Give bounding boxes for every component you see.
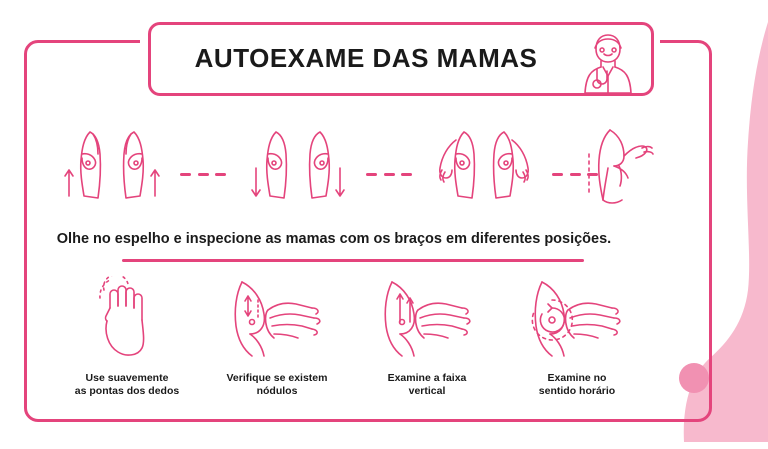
dots-separator-1 (180, 170, 226, 178)
steps-row (52, 276, 652, 406)
dot (366, 173, 377, 176)
step-label: Examine no sentido horário (538, 372, 616, 398)
mirror-inspection-row (52, 120, 632, 220)
step-item (52, 276, 202, 406)
caption-main: Olhe no espelho e inspecione as mamas com os braços em diferentes posições. (56, 231, 612, 247)
dots-separator-2 (366, 170, 412, 178)
page-title: AUTOEXAME DAS MAMAS (194, 43, 538, 73)
figure-arms-down (52, 120, 172, 220)
step-item (202, 276, 352, 406)
step-item (502, 276, 652, 406)
figure-arms-lowered (238, 120, 358, 220)
step-label: Use suavemente as pontas dos dedos (74, 372, 180, 398)
step-label: Verifique se existem nódulos (226, 372, 328, 398)
dot (198, 173, 209, 176)
figure-hands-on-hips (424, 120, 544, 220)
step-label: Examine a faixa vertical (387, 372, 467, 398)
breast-vertical-strip-icon (352, 276, 502, 364)
dot (215, 173, 226, 176)
title-box (148, 22, 654, 96)
hand-fingertips-icon (52, 276, 202, 364)
dot (384, 173, 395, 176)
dot (401, 173, 412, 176)
figure-side-view (564, 120, 684, 220)
dot (180, 173, 191, 176)
dot (552, 173, 563, 176)
doctor-icon (573, 29, 643, 99)
section-divider (122, 259, 584, 262)
step-item (352, 276, 502, 406)
breast-palpation-nodules-icon (202, 276, 352, 364)
breast-clockwise-icon (502, 276, 652, 364)
